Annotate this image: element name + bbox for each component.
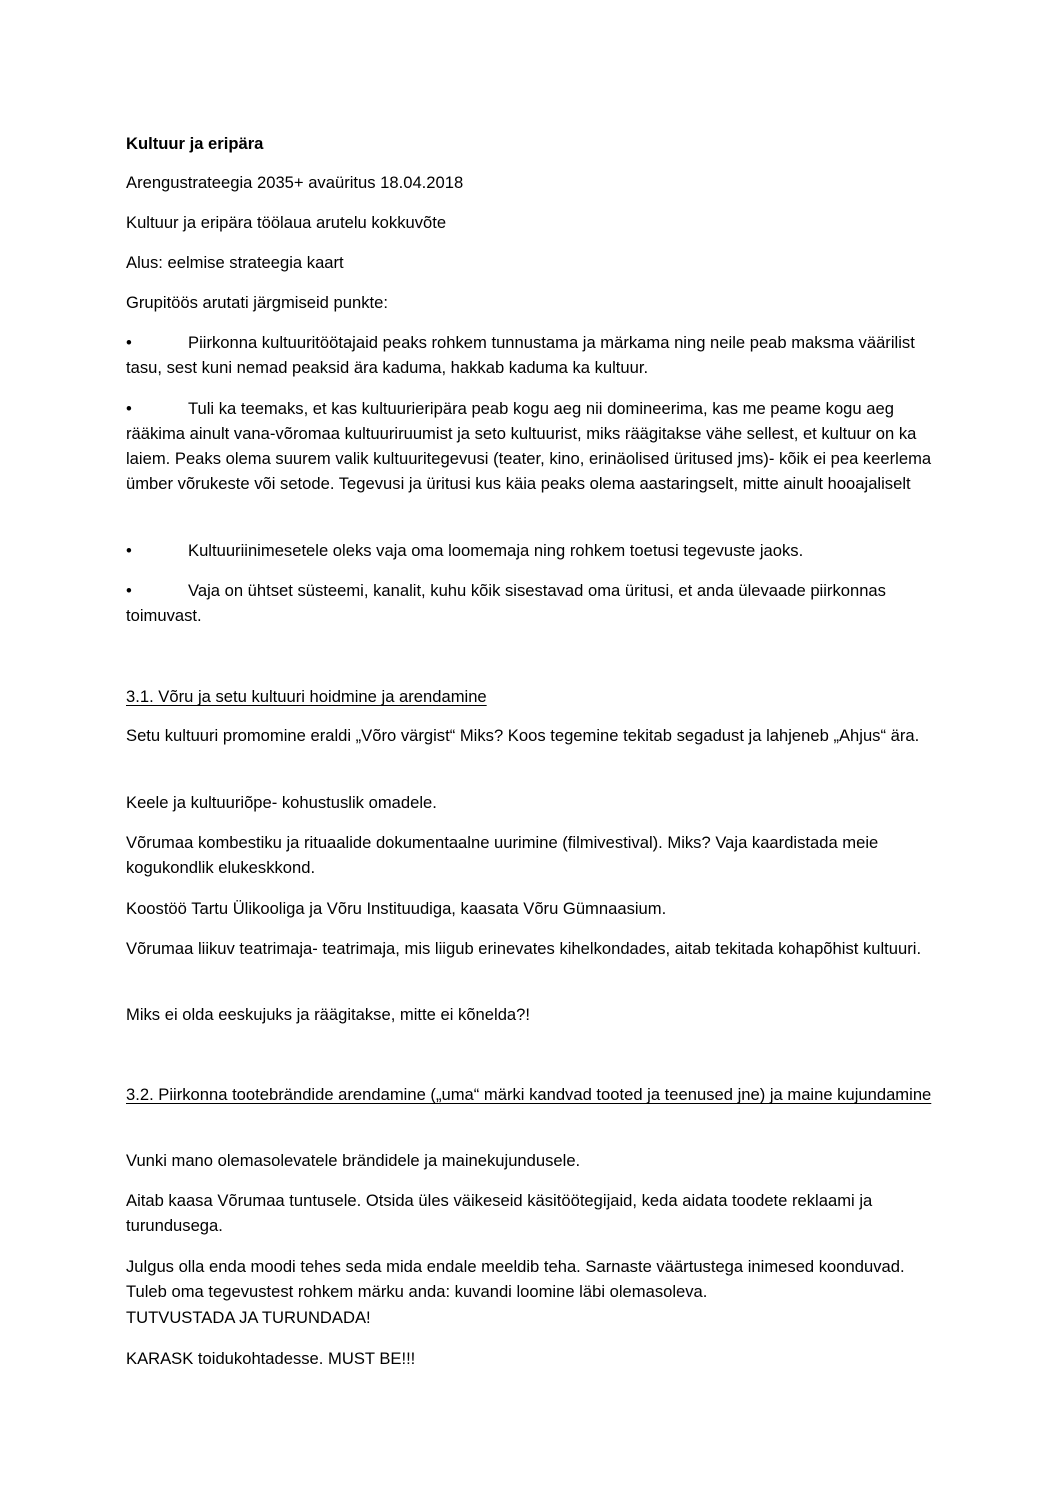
- bullet-dot: •: [126, 399, 132, 418]
- paragraph: Vunki mano olemasolevatele brändidele ja mainekujundusele.: [126, 1151, 581, 1170]
- paragraph: Koostöö Tartu Ülikooliga ja Võru Instituudiga, kaasata Võru Gümnaasium.: [126, 899, 667, 918]
- section-heading: 3.1. Võru ja setu kultuuri hoidmine ja arendamine: [126, 687, 487, 706]
- intro-line: Grupitöös arutati järgmiseid punkte:: [126, 293, 388, 312]
- paragraph: Keele ja kultuuriõpe- kohustuslik omadele.: [126, 793, 437, 812]
- bullet-item: [126, 578, 936, 628]
- bullet-text: Tuli ka teemaks, et kas kultuurieripära peab kogu aeg nii domineerima, kas me peame kogu aeg rääkima ainult vana-võromaa kultuuriruumist ja seto kultuurist, miks räägitakse vähe sellest, et kultuur on ka laiem. Peaks olema suurem valik kultuuritegevusi (teater, kino, erinäolised üritused jms)- kõik ei pea keerlema ümber võrukeste või setode. Tegevusi ja üritusi kus käia peaks olema aastaringselt, mitte ainult hooajaliselt: [126, 399, 932, 493]
- paragraph: Võrumaa kombestiku ja rituaalide dokumentaalne uurimine (filmivestival). Miks? Vaja kaardistada meie kogukondlik elukeskkond.: [126, 833, 879, 877]
- paragraph: Aitab kaasa Võrumaa tuntusele. Otsida üles väikeseid käsitöötegijaid, keda aidata toodete reklaami ja turundusega.: [126, 1191, 873, 1235]
- bullet-text: Vaja on ühtset süsteemi, kanalit, kuhu kõik sisestavad oma üritusi, et anda ülevaade piirkonnas toimuvast.: [126, 581, 886, 625]
- bullet-text: Piirkonna kultuuritöötajaid peaks rohkem tunnustama ja märkama ning neile peab maksma väärilist tasu, sest kuni nemad peaksid ära kaduma, hakkab kaduma ka kultuur.: [126, 333, 915, 377]
- document-subtitle: Arengustrateegia 2035+ avaüritus 18.04.2018: [126, 173, 464, 192]
- basis-line: Alus: eelmise strateegia kaart: [126, 253, 344, 272]
- paragraph: Võrumaa liikuv teatrimaja- teatrimaja, mis liigub erinevates kihelkondades, aitab tekitada kohapõhist kultuuri.: [126, 939, 922, 958]
- bullet-text: Kultuuriinimesetele oleks vaja oma loomemaja ning rohkem toetusi tegevuste jaoks.: [188, 541, 804, 560]
- bullet-item: [126, 538, 936, 563]
- document-title: Kultuur ja eripära: [126, 134, 264, 153]
- bullet-dot: •: [126, 541, 132, 560]
- paragraph: KARASK toidukohtadesse. MUST BE!!!: [126, 1349, 416, 1368]
- paragraph: Miks ei olda eeskujuks ja räägitakse, mitte ei kõnelda?!: [126, 1005, 530, 1024]
- bullet-item: [126, 330, 936, 380]
- bullet-dot: •: [126, 333, 132, 352]
- paragraph: TUTVUSTADA JA TURUNDADA!: [126, 1308, 371, 1327]
- summary-line: Kultuur ja eripära töölaua arutelu kokkuvõte: [126, 213, 447, 232]
- paragraph: Setu kultuuri promomine eraldi „Võro värgist“ Miks? Koos tegemine tekitab segadust ja lahjeneb „Ahjus“ ära.: [126, 726, 920, 745]
- bullet-item: [126, 396, 936, 496]
- bullet-dot: •: [126, 581, 132, 600]
- paragraph: Julgus olla enda moodi tehes seda mida endale meeldib teha. Sarnaste väärtustega inimesed koonduvad. Tuleb oma tegevustest rohkem märku anda: kuvandi loomine läbi olemasoleva.: [126, 1257, 905, 1301]
- section-heading: 3.2. Piirkonna tootebrändide arendamine („uma“ märki kandvad tooted ja teenused jne) ja maine kujundamine: [126, 1085, 932, 1104]
